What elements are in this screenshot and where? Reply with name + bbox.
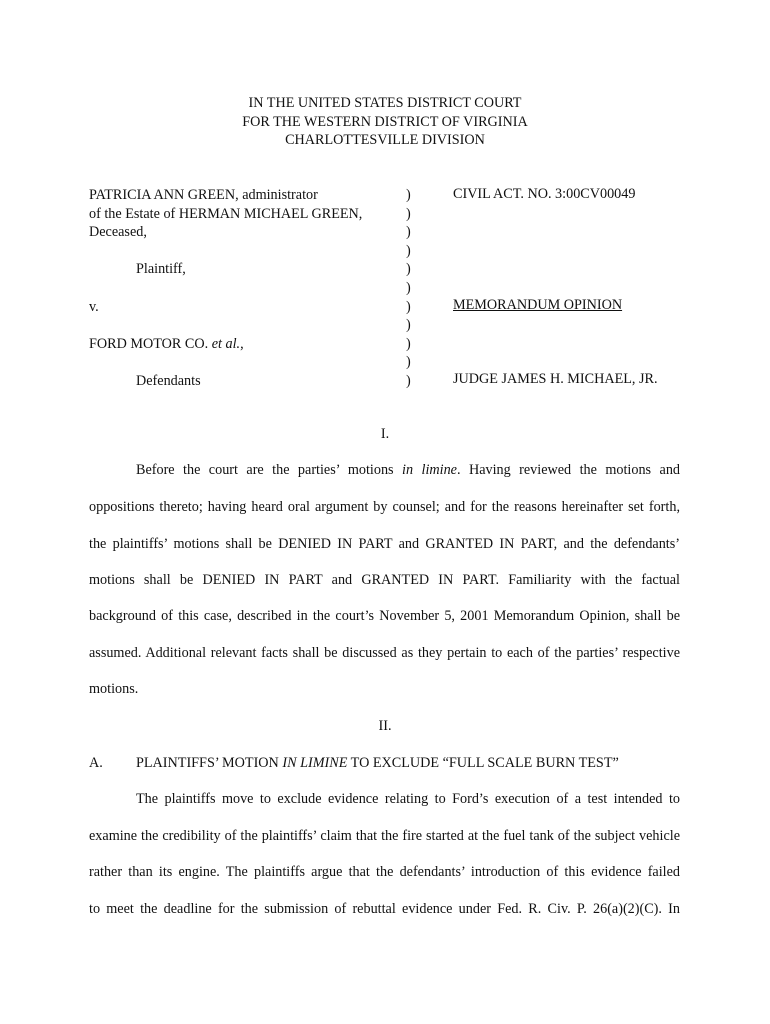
paragraph-line: the plaintiffs’ motions shall be DENIED IN PART and GRANTED IN PART, and the defendants’ (89, 536, 680, 552)
heading-run: TO EXCLUDE “FULL SCALE BURN TEST” (350, 755, 619, 771)
paren: ) (406, 317, 411, 334)
paragraph-line: examine the credibility of the plaintiffs’ claim that the fire started at the fuel tank of the subject vehicle (89, 828, 680, 844)
heading-run-italic: IN LIMINE (282, 755, 348, 771)
plaintiff-name-line-2: of the Estate of HERMAN MICHAEL GREEN, (89, 205, 363, 222)
defendant-name-text: FORD MOTOR CO. (89, 335, 209, 352)
section-number-1: I. (380, 426, 390, 442)
paren: ) (406, 354, 411, 371)
case-caption-parties (89, 186, 362, 391)
versus: v. (89, 298, 99, 315)
document-title: MEMORANDUM OPINION (453, 297, 623, 313)
paragraph-line: background of this case, described in the court’s November 5, 2001 Memorandum Opinion, shall be (89, 608, 680, 624)
court-line-2: FOR THE WESTERN DISTRICT OF VIRGINIA (242, 113, 528, 130)
paragraph-line (136, 462, 680, 479)
court-heading (0, 94, 770, 150)
plaintiff-name-line-1: PATRICIA ANN GREEN, administrator (89, 187, 318, 203)
paren: ) (406, 335, 411, 352)
defendant-etal: et al. (211, 335, 241, 352)
defendant-comma: , (240, 335, 244, 352)
paren: ) (406, 279, 411, 296)
court-line-3: CHARLOTTESVILLE DIVISION (285, 132, 485, 149)
case-number: CIVIL ACT. NO. 3:00CV00049 (453, 186, 636, 202)
plaintiff-role: Plaintiff, (136, 261, 186, 278)
paren: ) (406, 298, 411, 315)
court-line-1: IN THE UNITED STATES DISTRICT COURT (248, 95, 522, 111)
defendant-name (89, 335, 362, 354)
paren: ) (406, 187, 411, 203)
subsection-heading (136, 755, 619, 772)
paragraph-line: oppositions thereto; having heard oral argument by counsel; and for the reasons hereinafter set forth, (89, 499, 680, 515)
defendant-role: Defendants (136, 372, 201, 389)
paren: ) (406, 205, 411, 222)
heading-run: PLAINTIFFS’ MOTION (136, 755, 279, 771)
paragraph-line: motions. (89, 681, 139, 697)
text-run-italic: in limine (402, 462, 457, 478)
paragraph-line: assumed. Additional relevant facts shall be discussed as they pertain to each of the parties’ respective (89, 645, 680, 661)
text-run: Before the court are the parties’ motions (136, 462, 394, 478)
paren: ) (406, 261, 411, 278)
paren: ) (406, 224, 411, 241)
paragraph-line: rather than its engine. The plaintiffs argue that the defendants’ introduction of this evidence failed (89, 864, 680, 880)
caption-parentheses (406, 186, 411, 391)
judge-name: JUDGE JAMES H. MICHAEL, JR. (453, 371, 658, 387)
section-number-2: II. (378, 718, 392, 734)
paren: ) (406, 372, 411, 389)
subsection-letter: A. (89, 755, 103, 771)
paragraph-line: motions shall be DENIED IN PART and GRANTED IN PART. Familiarity with the factual (89, 572, 680, 588)
text-run: . Having reviewed the motions and (456, 462, 681, 478)
paren: ) (406, 242, 411, 259)
paragraph-line: to meet the deadline for the submission of rebuttal evidence under Fed. R. Civ. P. 26(a)(2)(C). In (89, 901, 680, 917)
paragraph-line: The plaintiffs move to exclude evidence relating to Ford’s execution of a test intended to (136, 791, 680, 807)
plaintiff-name-line-3: Deceased, (89, 224, 147, 241)
